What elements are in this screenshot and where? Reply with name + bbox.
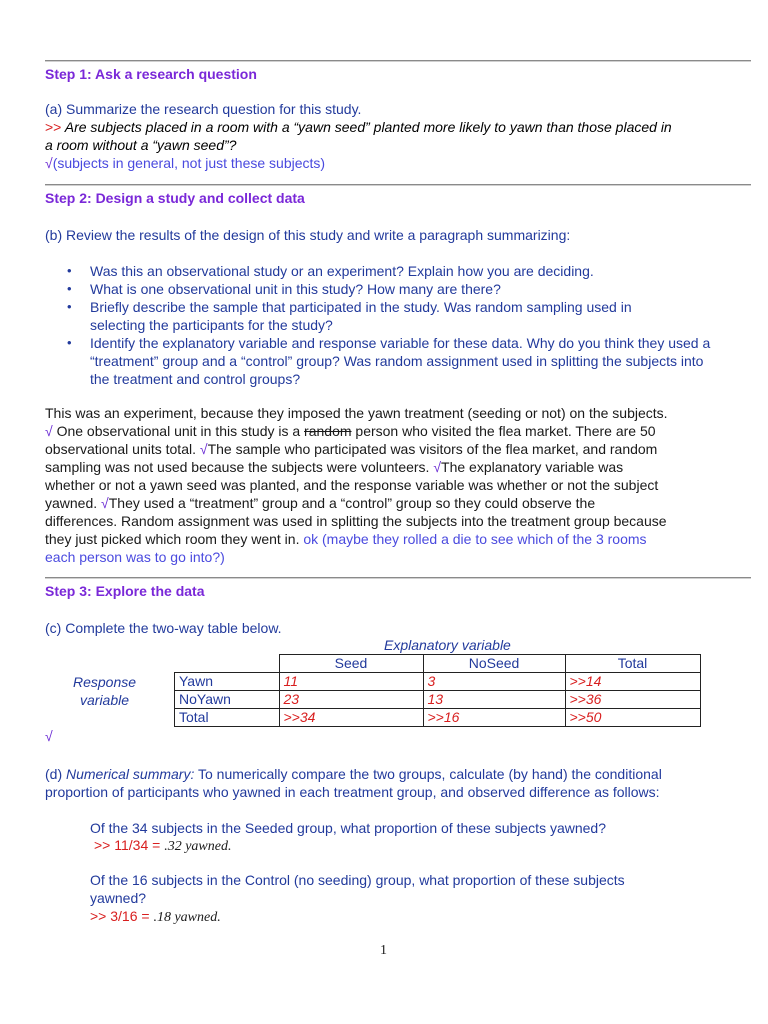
grader-comment: ok (maybe they rolled a die to see which of the 3 rooms bbox=[303, 531, 647, 547]
step1-note-text: (subjects in general, not just these subjects) bbox=[52, 155, 326, 171]
para-line bbox=[45, 530, 745, 548]
para-line: differences. Random assignment was used in splitting the subjects into the treatment group because bbox=[45, 513, 667, 529]
question-control-2: yawned? bbox=[90, 890, 147, 906]
table-cell: 11 bbox=[279, 673, 423, 691]
d-prefix: (d) bbox=[45, 766, 66, 782]
answer-italic: .32 yawned. bbox=[164, 839, 232, 854]
table-cell: 13 bbox=[423, 691, 565, 709]
list-item: • Was this an observational study or an experiment? Explain how you are deciding. bbox=[45, 262, 725, 280]
table-cell: 23 bbox=[279, 691, 423, 709]
step2-answer-paragraph bbox=[45, 404, 745, 566]
table-corner bbox=[175, 655, 280, 673]
para-line bbox=[45, 458, 745, 476]
row-label: Total bbox=[175, 709, 280, 727]
checkmark-icon: √ bbox=[45, 728, 53, 744]
d-text: To numerically compare the two groups, calculate (by hand) the conditional bbox=[194, 766, 662, 782]
row-label: NoYawn bbox=[175, 691, 280, 709]
answer-prefix: >> bbox=[94, 837, 111, 853]
step3-d-line2: proportion of participants who yawned in each treatment group, and observed difference as follows: bbox=[45, 784, 660, 800]
question-seeded: Of the 34 subjects in the Seeded group, what proportion of these subjects yawned? bbox=[90, 820, 606, 836]
para-line: This was an experiment, because they imposed the yawn treatment (seeding or not) on the subjects. bbox=[45, 405, 668, 421]
answer-value: 11/34 = bbox=[110, 837, 165, 853]
page-number: 1 bbox=[380, 943, 387, 958]
explanatory-variable-label: Explanatory variable bbox=[384, 637, 511, 653]
answer-text-1: Are subjects placed in a room with a “yawn seed” planted more likely to yawn than those placed in bbox=[61, 119, 672, 135]
question-control-1: Of the 16 subjects in the Control (no seeding) group, what proportion of these subjects bbox=[90, 872, 625, 888]
answer-control bbox=[90, 907, 221, 927]
answer-prefix: >> bbox=[45, 119, 62, 135]
step1-answer-line2: a room without a “yawn seed”? bbox=[45, 137, 237, 153]
list-item: • Identify the explanatory variable and response variable for these data. Why do you think they used a “treatment” group and a “control” group? Was random assignment used in splitting the subjects into the treatment and control groups? bbox=[45, 334, 725, 388]
para-text: person who visited the flea market. There are 50 bbox=[351, 423, 656, 439]
d-italic-label: Numerical summary: bbox=[66, 766, 195, 782]
grader-comment: each person was to go into?) bbox=[45, 549, 225, 565]
table-cell: >>16 bbox=[423, 709, 565, 727]
para-line bbox=[45, 494, 745, 512]
list-item: • Briefly describe the sample that participated in the study. Was random sampling used in selecting the participants for the study? bbox=[45, 298, 690, 334]
checkmark-icon: √ bbox=[45, 423, 53, 439]
two-way-table bbox=[174, 654, 701, 727]
table-row bbox=[175, 673, 701, 691]
checkmark-icon: √ bbox=[45, 155, 53, 171]
struck-word: random bbox=[304, 423, 352, 439]
step1-question: (a) Summarize the research question for this study. bbox=[45, 101, 362, 117]
para-text: they just picked which room they went in. bbox=[45, 531, 304, 547]
column-header: Total bbox=[565, 655, 700, 673]
table-row bbox=[175, 691, 701, 709]
table-cell: >>14 bbox=[565, 673, 700, 691]
list-item: • What is one observational unit in this study? How many are there? bbox=[45, 280, 725, 298]
para-line bbox=[45, 440, 745, 458]
para-text: They used a “treatment” group and a “control” group so they could observe the bbox=[108, 495, 596, 511]
step1-note bbox=[45, 154, 325, 172]
table-cell: >>50 bbox=[565, 709, 700, 727]
checkmark-icon: √ bbox=[433, 459, 442, 475]
column-header: NoSeed bbox=[423, 655, 565, 673]
step2-question: (b) Review the results of the design of this study and write a paragraph summarizing: bbox=[45, 227, 571, 243]
divider-step2 bbox=[45, 184, 751, 185]
step2-heading: Step 2: Design a study and collect data bbox=[45, 190, 305, 206]
table-cell: >>34 bbox=[279, 709, 423, 727]
table-cell: 3 bbox=[423, 673, 565, 691]
table-header-row bbox=[175, 655, 701, 673]
table-cell: >>36 bbox=[565, 691, 700, 709]
column-header: Seed bbox=[279, 655, 423, 673]
step3-heading: Step 3: Explore the data bbox=[45, 583, 205, 599]
answer-italic: .18 yawned. bbox=[153, 910, 221, 925]
para-line bbox=[45, 422, 745, 440]
para-text: observational units total. bbox=[45, 441, 200, 457]
step1-answer-line1 bbox=[45, 118, 672, 136]
answer-value: 3/16 = bbox=[106, 908, 154, 924]
step3-c-question: (c) Complete the two-way table below. bbox=[45, 620, 282, 636]
answer-seeded bbox=[94, 836, 231, 856]
para-text: sampling was not used because the subjects were volunteers. bbox=[45, 459, 434, 475]
response-variable-label-1: Response bbox=[73, 674, 137, 690]
answer-prefix: >> bbox=[90, 908, 107, 924]
table-row bbox=[175, 709, 701, 727]
checkmark-icon: √ bbox=[101, 495, 109, 511]
para-text: One observational unit in this study is a bbox=[52, 423, 305, 439]
step3-d-line1 bbox=[45, 765, 662, 783]
para-text: The sample who participated was visitors of the flea market, and random bbox=[207, 441, 658, 457]
step2-bullet-list bbox=[45, 262, 725, 388]
checkmark-icon: √ bbox=[199, 441, 208, 457]
response-variable-label-2: variable bbox=[80, 692, 130, 708]
row-label: Yawn bbox=[175, 673, 280, 691]
para-text: yawned. bbox=[45, 495, 102, 511]
divider-step3 bbox=[45, 577, 751, 578]
step1-heading: Step 1: Ask a research question bbox=[45, 66, 257, 82]
divider-top bbox=[45, 60, 751, 61]
para-line: whether or not a yawn seed was planted, and the response variable was whether or not the subject bbox=[45, 477, 659, 493]
para-text: The explanatory variable was bbox=[441, 459, 624, 475]
